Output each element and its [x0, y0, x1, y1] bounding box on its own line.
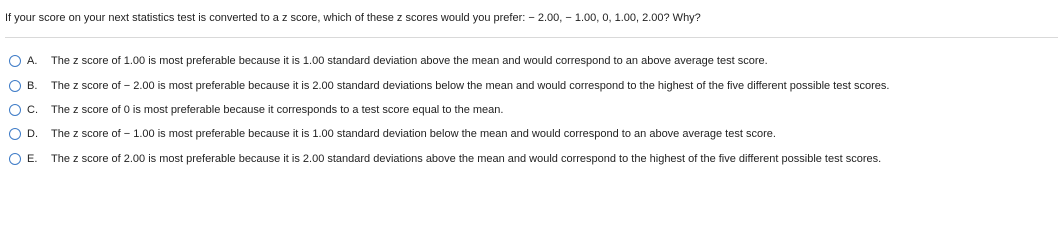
- option-d[interactable]: [9, 122, 889, 146]
- option-text: The z score of 2.00 is most preferable because it is 2.00 standard deviations above the mean and would correspond to the highest of the five different possible test scores.: [51, 152, 882, 165]
- option-letter: D.: [27, 128, 38, 141]
- option-text: The z score of 1.00 is most preferable because it is 1.00 standard deviation above the mean and would correspond to an above average test score.: [51, 55, 768, 68]
- option-letter: E.: [27, 152, 38, 165]
- option-a[interactable]: [9, 49, 889, 73]
- radio-button-b[interactable]: [9, 80, 21, 92]
- option-b[interactable]: [9, 73, 889, 97]
- option-e[interactable]: [9, 147, 889, 171]
- option-letter: C.: [27, 103, 38, 116]
- option-c[interactable]: [9, 98, 889, 122]
- radio-button-e[interactable]: [9, 153, 21, 165]
- question-text: If your score on your next statistics test is converted to a z score, which of these z scores would you prefer: − 2.00, − 1.00, 0, 1.00, 2.00? Why?: [5, 12, 701, 24]
- option-letter: B.: [27, 79, 38, 92]
- option-text: The z score of − 2.00 is most preferable because it is 2.00 standard deviations below the mean and would correspond to the highest of the five different possible test scores.: [51, 79, 890, 92]
- radio-button-d[interactable]: [9, 128, 21, 140]
- divider: [5, 37, 1058, 38]
- radio-button-a[interactable]: [9, 55, 21, 67]
- option-text: The z score of 0 is most preferable because it corresponds to a test score equal to the mean.: [51, 103, 504, 116]
- option-text: The z score of − 1.00 is most preferable because it is 1.00 standard deviation below the mean and would correspond to an above average test score.: [51, 128, 776, 141]
- option-letter: A.: [27, 55, 38, 68]
- answer-options: [9, 49, 889, 171]
- radio-button-c[interactable]: [9, 104, 21, 116]
